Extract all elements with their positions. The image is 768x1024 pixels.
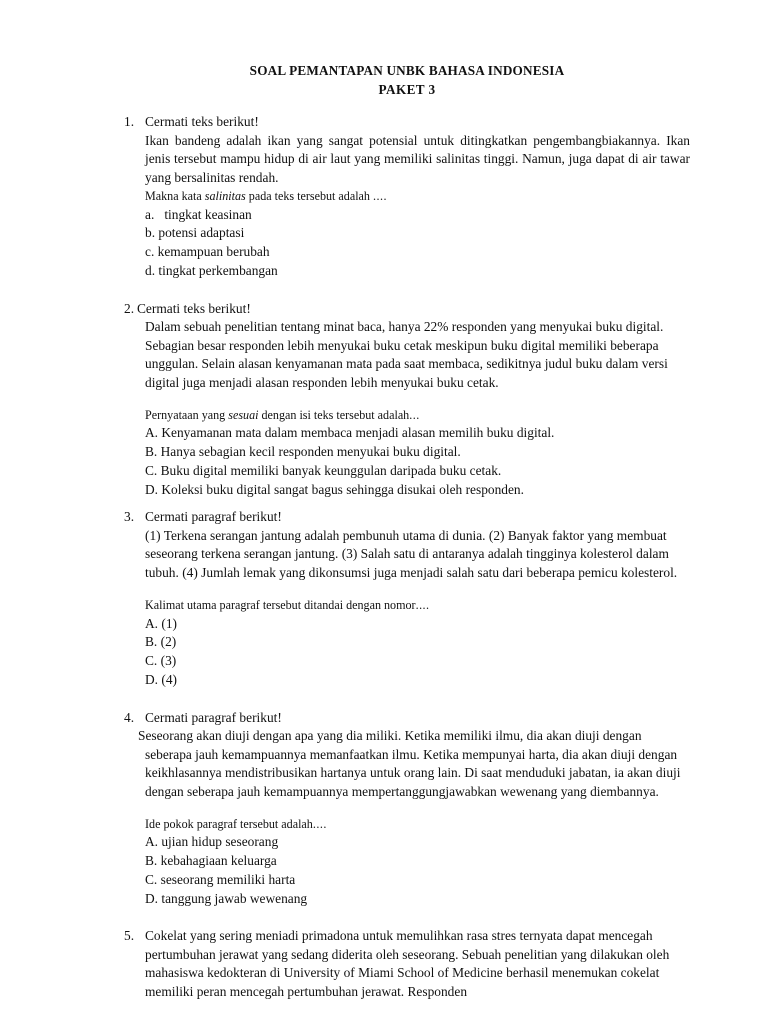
question-4-options xyxy=(145,833,690,908)
prompt-pre: Ide pokok paragraf tersebut adalah xyxy=(145,816,313,832)
prompt-post: dengan isi teks tersebut adalah xyxy=(258,407,410,423)
question-4-number: 4. xyxy=(124,709,135,725)
prompt-post: pada teks tersebut adalah xyxy=(245,188,373,204)
question-1-number: 1. xyxy=(124,114,135,130)
question-1-passage: Ikan bandeng adalah ikan yang sangat potensial untuk ditingkatkan pengembangbiakannya. Ikan jenis tersebut mampu hidup di air laut yang memiliki salinitas tinggi. Namun, juga dapat di air tawar yang bersalinitas rendah. xyxy=(145,132,690,185)
prompt-italic-term: salinitas xyxy=(204,188,246,204)
question-1-options xyxy=(145,206,690,281)
spacer xyxy=(145,582,690,596)
question-4 xyxy=(124,709,690,909)
question-2-passage: Dalam sebuah penelitian tentang minat baca, hanya 22% responden yang menyukai buku digital. Sebagian besar responden lebih menyukai buku cetak meskipun buku digital memiliki beberapa unggulan. Selain alasan kenyamanan mata pada saat membaca, sedikitnya judul buku dalam versi digital juga menjadi alasan responden lebih menyukai buku cetak. xyxy=(145,319,668,390)
prompt-ellipsis: .... xyxy=(372,188,387,204)
option-item: A. (1) xyxy=(145,615,177,631)
option-item: B. (2) xyxy=(145,634,177,650)
prompt-ellipsis: .... xyxy=(312,816,327,832)
question-1-prompt xyxy=(145,187,652,205)
spacer xyxy=(124,499,690,508)
question-3-prompt xyxy=(145,596,652,614)
option-item: A. ujian hidup seseorang xyxy=(145,834,279,850)
question-3-body xyxy=(145,527,690,690)
prompt-pre: Makna kata xyxy=(145,188,205,204)
option-item: D. Koleksi buku digital sangat bagus sehingga disukai oleh responden. xyxy=(145,481,524,497)
option-item: C. Buku digital memiliki banyak keunggulan daripada buku cetak. xyxy=(145,462,502,478)
question-4-passage: Seseorang akan diuji dengan apa yang dia miliki. Ketika memiliki ilmu, dia akan diuji dengan seberapa jauh kemampuannya memanfaatkan ilmu. Ketika mempunyai harta, dia akan diuji dengan keikhlasannya mendistribusikan hartanya untuk orang lain. Di saat menduduki jabatan, ia akan diuji dengan seberapa jauh kemampuannya mempertanggungjawabkan wewenang yang diembannya. xyxy=(138,728,681,799)
spacer xyxy=(145,392,690,406)
option-item: c. kemampuan berubah xyxy=(145,244,270,260)
prompt-ellipsis: ... xyxy=(409,407,420,423)
question-3-options xyxy=(145,615,690,690)
spacer xyxy=(124,690,690,709)
spacer xyxy=(145,801,690,815)
option-item: B. kebahagiaan keluarga xyxy=(145,853,277,869)
question-2-number: 2. xyxy=(124,300,135,316)
prompt-pre: Kalimat utama paragraf tersebut ditandai dengan nomor xyxy=(145,597,416,613)
question-1-body xyxy=(145,132,690,281)
question-4-prompt xyxy=(145,815,652,833)
spacer xyxy=(124,908,690,927)
question-4-body xyxy=(138,727,690,908)
document-title xyxy=(124,0,690,99)
prompt-ellipsis: .... xyxy=(415,597,430,613)
option-item: D. (4) xyxy=(145,671,177,687)
question-3-passage: (1) Terkena serangan jantung adalah pembunuh utama di dunia. (2) Banyak faktor yang membuat seseorang terkena serangan jantung. (3) Salah satu di antaranya adalah tingginya kolesterol dalam tubuh. (4) Jumlah lemak yang dikonsumsi juga menjadi salah satu dari beberapa pemicu kolesterol. xyxy=(145,527,678,580)
question-2-body xyxy=(145,318,690,499)
question-1-heading xyxy=(124,113,690,132)
option-item: A. Kenyamanan mata dalam membaca menjadi alasan memilih buku digital. xyxy=(145,425,555,441)
option-item: D. tanggung jawab wewenang xyxy=(145,890,308,906)
question-4-instruction: Cermati paragraf berikut! xyxy=(145,709,282,725)
option-item: b. potensi adaptasi xyxy=(145,225,245,241)
prompt-italic-term: sesuai xyxy=(228,407,259,423)
spacer xyxy=(124,281,690,300)
question-2-options xyxy=(145,424,690,499)
spacer xyxy=(124,99,690,113)
question-2-instruction: Cermati teks berikut! xyxy=(137,300,251,316)
question-2 xyxy=(124,300,690,500)
title-line-1: SOAL PEMANTAPAN UNBK BAHASA INDONESIA xyxy=(249,63,565,78)
question-3-number: 3. xyxy=(124,509,135,525)
question-3-heading xyxy=(124,508,690,527)
option-item: d. tingkat perkembangan xyxy=(145,262,278,278)
question-4-heading xyxy=(124,709,690,728)
question-1-instruction: Cermati teks berikut! xyxy=(145,114,259,130)
question-3-instruction: Cermati paragraf berikut! xyxy=(145,509,282,525)
option-item: C. seseorang memiliki harta xyxy=(145,871,296,887)
title-line-2: PAKET 3 xyxy=(378,81,436,97)
question-2-prompt xyxy=(145,406,652,424)
document-content xyxy=(124,0,690,1001)
option-item: C. (3) xyxy=(145,653,177,669)
prompt-pre: Pernyataan yang xyxy=(145,407,229,423)
question-5 xyxy=(124,927,690,1001)
question-5-heading xyxy=(124,927,690,1001)
question-2-heading xyxy=(124,300,690,319)
option-item: B. Hanya sebagian kecil responden menyukai buku digital. xyxy=(145,444,461,460)
question-5-number: 5. xyxy=(124,928,135,944)
option-item: a. tingkat keasinan xyxy=(145,206,252,222)
question-1 xyxy=(124,113,690,280)
question-5-passage: Cokelat yang sering meniadi primadona untuk memulihkan rasa stres ternyata dapat mencegah pertumbuhan jerawat yang sedang diderita oleh seseorang. Sebuah penelitian yang dilakukan oleh mahasiswa kedokteran di University of Miami School of Medicine berhasil menemukan cokelat memiliki peran mencegah pertumbuhan jerawat. Responden xyxy=(145,928,670,999)
question-3 xyxy=(124,508,690,689)
